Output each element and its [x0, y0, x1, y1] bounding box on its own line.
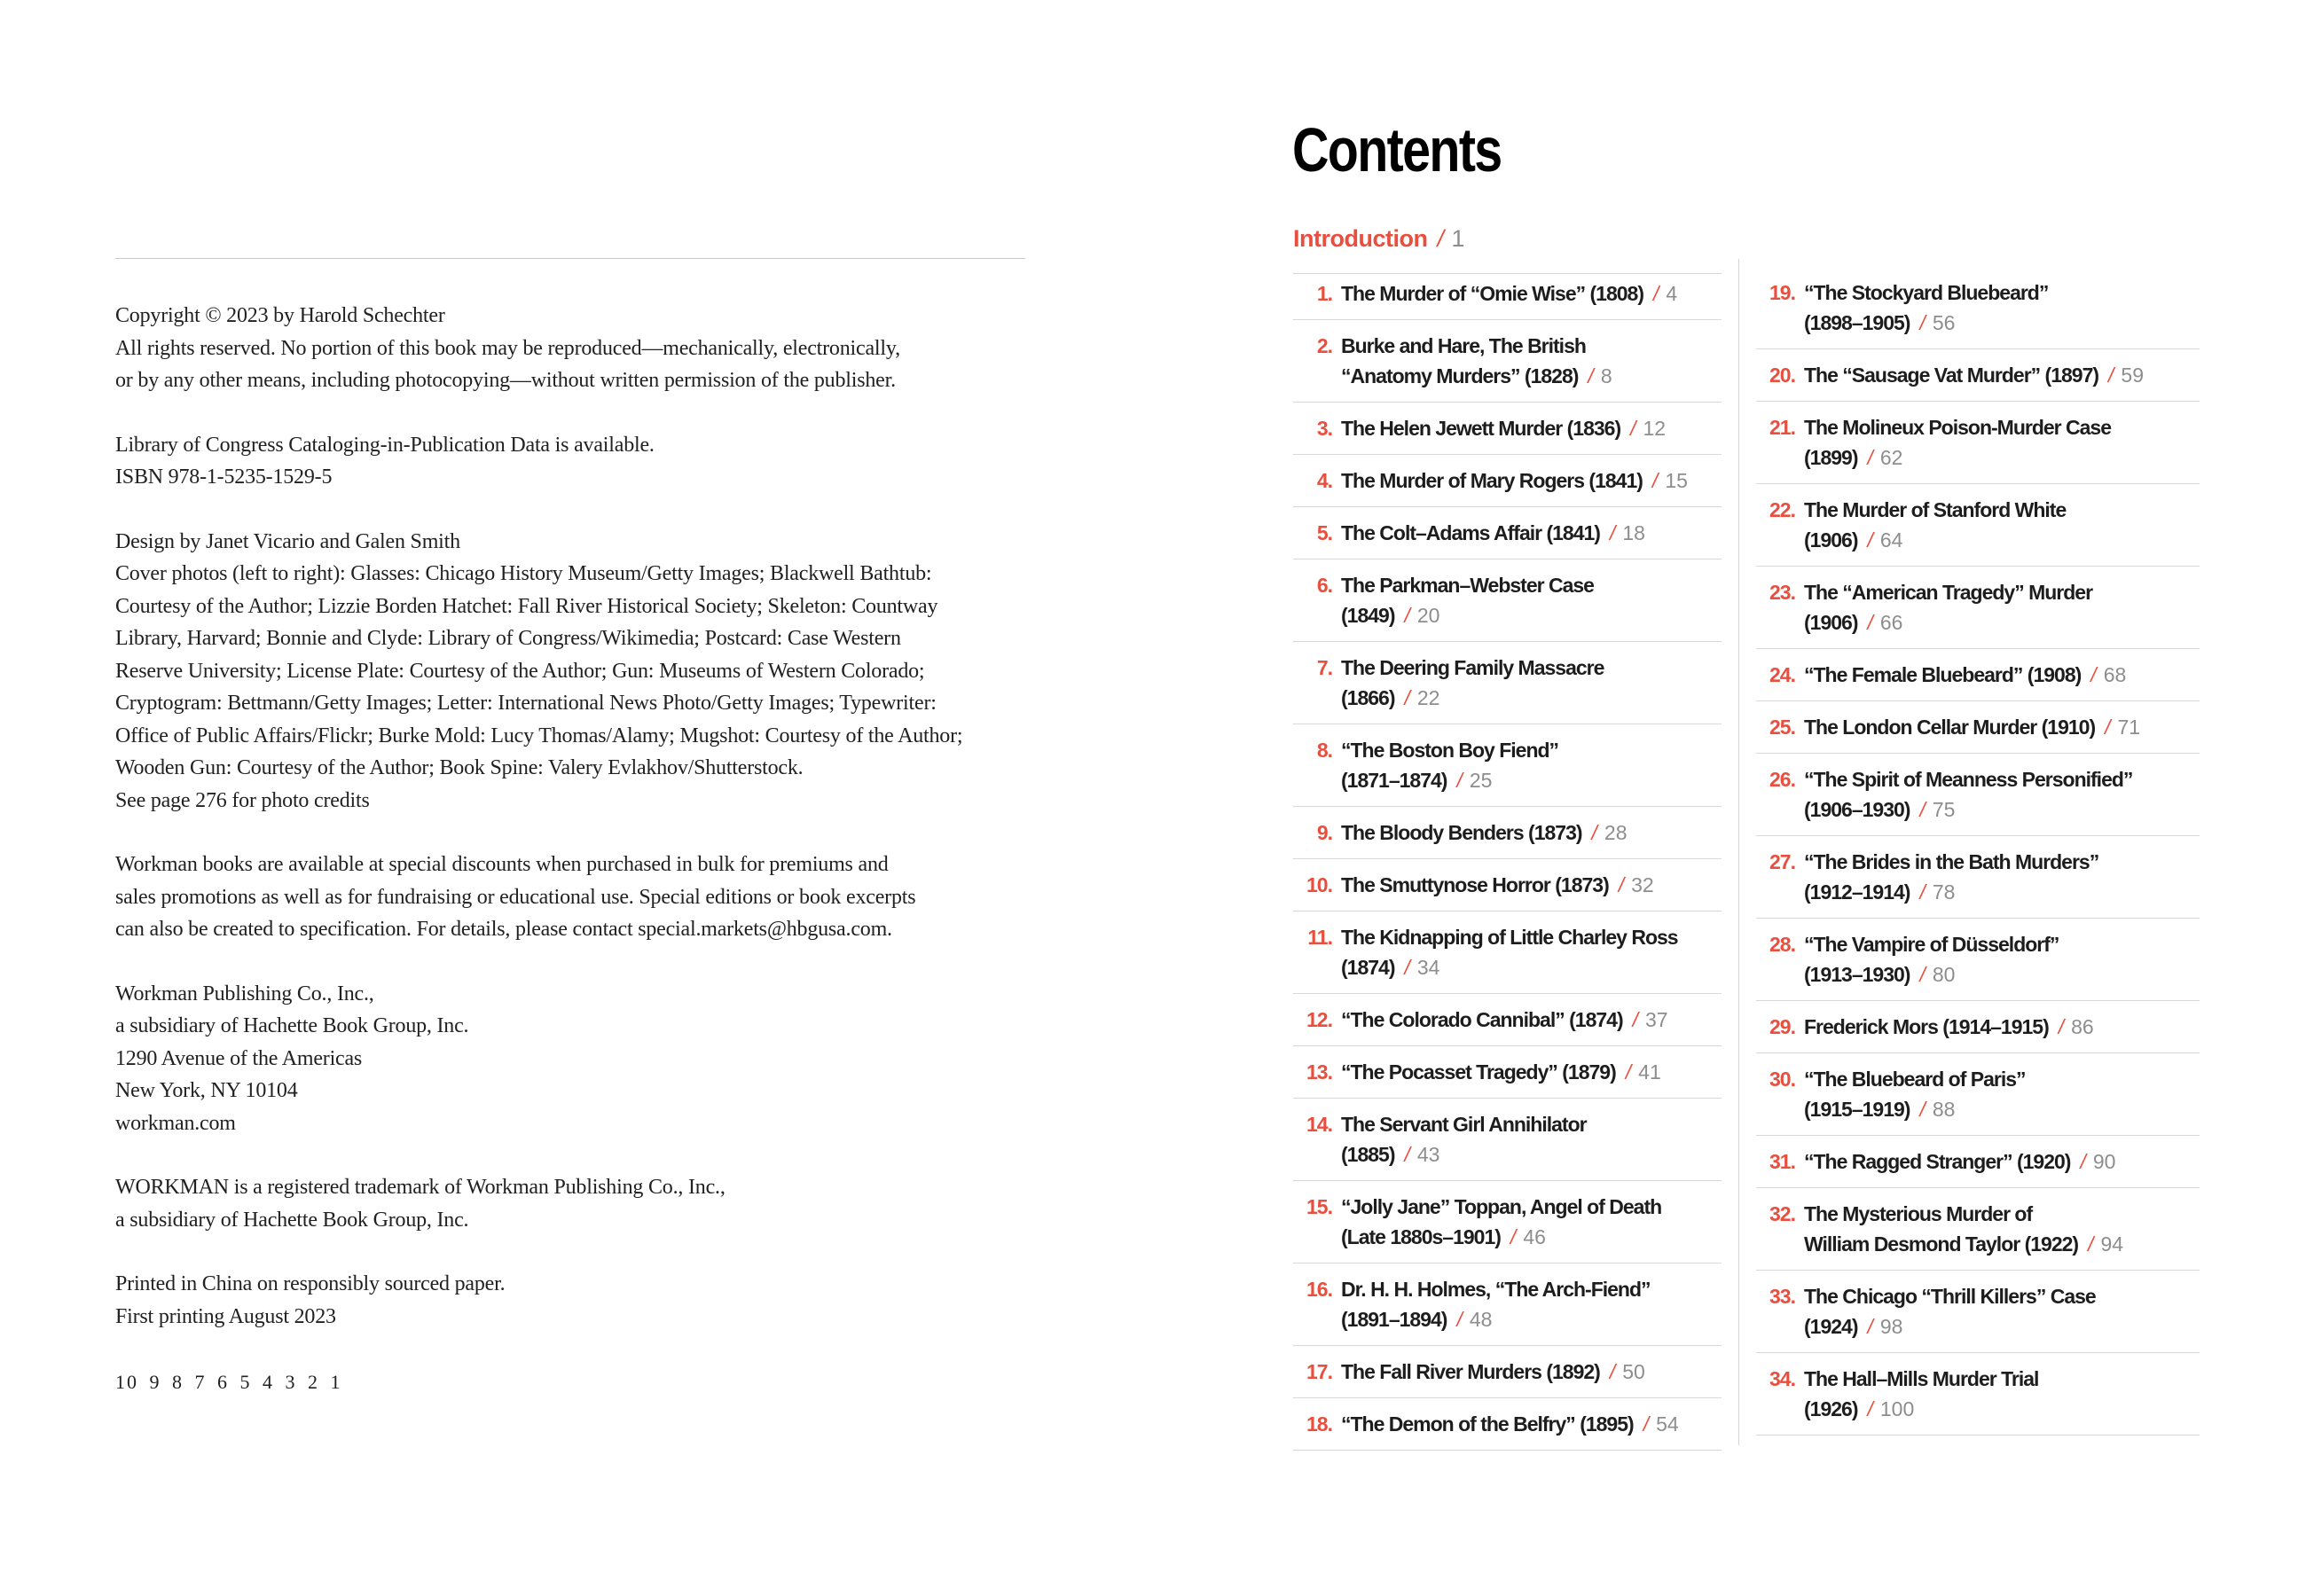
toc-introduction-label: Introduction [1293, 225, 1428, 252]
toc-entry [1756, 1188, 2200, 1271]
slash-separator: / [1625, 1060, 1631, 1084]
toc-entry-page: 71 [2117, 716, 2141, 739]
horizontal-rule [115, 258, 1025, 259]
slash-separator: / [2080, 1150, 2085, 1173]
toc-entry-number: 14. [1306, 1113, 1332, 1136]
toc-entry [1293, 1046, 1722, 1099]
toc-entry [1293, 859, 1722, 911]
toc-entry-title: The Murder of Mary Rogers (1841) / 15 [1341, 469, 1688, 492]
toc-entry-number: 19. [1769, 281, 1795, 304]
toc-entry-page: 98 [1879, 1315, 1903, 1338]
toc-entry-number: 34. [1769, 1367, 1795, 1390]
toc-entry-title: “The Stockyard Bluebeard” (1898–1905) / 56 [1804, 281, 2049, 334]
toc-entry-page: 59 [2121, 364, 2144, 387]
toc-entry [1756, 402, 2200, 484]
toc-entry-page: 4 [1666, 282, 1678, 305]
toc-entry-number: 22. [1769, 498, 1795, 521]
colophon-paragraph: Design by Janet Vicario and Galen Smith Cover photos (left to right): Glasses: Chicago History Museum/Getty Images; Blackwell Bathtub: Courtesy of the Author; Lizzie Borden Hatchet: Fall River Historical Society; Skeleton: Countway Library, Harvard; Bonnie and Clyde: Library of Congress/Wikimedia; Postcard: Case Western Reserve University; License Plate: Courtesy of the Author; Gun: Museums of Western Colorado; Cryptogram: Bettmann/Getty Images; Letter: International News Photo/Getty Images; Typewriter: Office of Public Affairs/Flickr; Burke Mold: Lucy Thomas/Alamy; Mugshot: Courtesy of the Author; Wooden Gun: Courtesy of the Author; Book Spine: Valery Evlakhov/Shutterstock. See page 276 for photo credits [115, 529, 963, 812]
toc-entry-number: 24. [1769, 663, 1795, 686]
toc-entry-page: 94 [2100, 1232, 2124, 1256]
toc-entry-title: “The Spirit of Meanness Personified” (1906–1930) / 75 [1804, 768, 2133, 821]
toc-entry-number: 29. [1769, 1015, 1795, 1038]
slash-separator: / [1919, 1098, 1925, 1121]
toc-entry-title: “The Vampire of Düsseldorf” (1913–1930) / 80 [1804, 933, 2059, 986]
colophon-paragraph: Workman books are available at special discounts when purchased in bulk for premiums and sales promotions as well as for fundraising or educational use. Special editions or book excerpts can also be created to specification. For details, please contact special.markets@hbgusa.com. [115, 853, 916, 941]
slash-separator: / [1510, 1225, 1516, 1248]
slash-separator: / [1404, 956, 1409, 979]
toc-entry-page: 25 [1469, 769, 1493, 792]
slash-separator: / [1456, 769, 1462, 792]
toc-entry [1293, 403, 1722, 455]
toc-entry-number: 12. [1306, 1008, 1332, 1031]
toc-entry-number: 7. [1316, 656, 1332, 679]
slash-separator: / [1867, 611, 1872, 634]
slash-separator: / [2058, 1015, 2064, 1038]
toc-entry-page: 80 [1932, 963, 1956, 986]
slash-separator: / [1919, 311, 1925, 334]
toc-entry-title: The Kidnapping of Little Charley Ross (1874) / 34 [1341, 926, 1678, 979]
toc-entry [1756, 273, 2200, 349]
toc-entry-title: Frederick Mors (1914–1915) / 86 [1804, 1015, 2094, 1038]
toc-entry [1293, 911, 1722, 994]
slash-separator: / [1588, 364, 1593, 387]
slash-separator: / [2105, 716, 2110, 739]
toc-entry-title: The Molineux Poison-Murder Case (1899) / 62 [1804, 416, 2111, 469]
toc-entry-page: 32 [1631, 873, 1654, 896]
toc-entry [1756, 1353, 2200, 1436]
toc-entry-page: 18 [1622, 521, 1645, 544]
toc-entry-page: 54 [1656, 1412, 1679, 1436]
toc-entry [1293, 320, 1722, 403]
colophon-paragraph: WORKMAN is a registered trademark of Workman Publishing Co., Inc., a subsidiary of Hachette Book Group, Inc. [115, 1176, 726, 1232]
toc-entry-page: 22 [1416, 686, 1440, 709]
toc-entry-page: 8 [1600, 364, 1612, 387]
toc-entry [1293, 807, 1722, 859]
toc-entry [1293, 455, 1722, 507]
toc-entry-number: 1. [1316, 282, 1332, 305]
toc-entry-page: 41 [1638, 1060, 1661, 1084]
toc-entry [1756, 349, 2200, 402]
toc-entry-number: 23. [1769, 581, 1795, 604]
slash-separator: / [1919, 963, 1925, 986]
toc-entry-page: 100 [1879, 1397, 1915, 1420]
toc-entry [1756, 1001, 2200, 1053]
slash-separator: / [1653, 282, 1659, 305]
toc-entry-number: 9. [1316, 821, 1332, 844]
toc-entry-title: The Bloody Benders (1873) / 28 [1341, 821, 1628, 844]
toc-entry [1293, 994, 1722, 1046]
slash-separator: / [1404, 604, 1409, 627]
toc-entry-title: The Servant Girl Annihilator (1885) / 43 [1341, 1113, 1587, 1166]
toc-entry-title: The Helen Jewett Murder (1836) / 12 [1341, 417, 1667, 440]
slash-separator: / [1919, 880, 1925, 904]
slash-separator: / [1404, 1143, 1409, 1166]
toc-entry-page: 90 [2092, 1150, 2116, 1173]
toc-entry-number: 28. [1769, 933, 1795, 956]
toc-entry-title: “The Boston Boy Fiend” (1871–1874) / 25 [1341, 739, 1559, 792]
toc-entry-page: 15 [1665, 469, 1688, 492]
toc-entry [1756, 1136, 2200, 1188]
slash-separator: / [1651, 469, 1658, 492]
toc-entry-page: 28 [1604, 821, 1628, 844]
toc-entry-title: “The Pocasset Tragedy” (1879) / 41 [1341, 1060, 1661, 1084]
toc-entry [1293, 1264, 1722, 1346]
toc-entry-title: “The Female Bluebeard” (1908) / 68 [1804, 663, 2127, 686]
toc-introduction-page: 1 [1451, 225, 1465, 252]
page-title: Contents [1292, 115, 1502, 184]
toc-entry-number: 33. [1769, 1285, 1795, 1308]
toc-entry-number: 10. [1306, 873, 1332, 896]
slash-separator: / [1437, 225, 1444, 252]
slash-separator: / [1618, 873, 1624, 896]
toc-entry [1293, 1346, 1722, 1398]
toc-entry-page: 64 [1879, 528, 1903, 552]
toc-entry-page: 66 [1879, 611, 1903, 634]
toc-entry-number: 4. [1316, 469, 1332, 492]
toc-entry [1756, 919, 2200, 1001]
toc-entry-number: 15. [1306, 1195, 1332, 1218]
toc-entry-page: 88 [1932, 1098, 1956, 1121]
toc-introduction-row [1293, 223, 1465, 254]
slash-separator: / [1456, 1308, 1462, 1331]
toc-entry-title: “The Bluebeard of Paris” (1915–1919) / 88 [1804, 1068, 2026, 1121]
slash-separator: / [1404, 686, 1409, 709]
toc-entry [1756, 1053, 2200, 1136]
toc-entry [1293, 507, 1722, 559]
toc-entry-number: 5. [1316, 521, 1332, 544]
toc-entry [1293, 559, 1722, 642]
toc-entry-title: The Hall–Mills Murder Trial (1926) / 100 [1804, 1367, 2039, 1420]
toc-entry-number: 21. [1769, 416, 1795, 439]
toc-entry-page: 48 [1469, 1308, 1493, 1331]
toc-entry-page: 56 [1932, 311, 1956, 334]
slash-separator: / [1591, 821, 1596, 844]
colophon-paragraph: Workman Publishing Co., Inc., a subsidiary of Hachette Book Group, Inc. 1290 Avenue of the Americas New York, NY 10104 workman.com [115, 982, 469, 1135]
toc-entry [1293, 724, 1722, 807]
slash-separator: / [1609, 521, 1615, 544]
toc-column-left [1293, 273, 1722, 1451]
slash-separator: / [2108, 364, 2114, 387]
toc-entry-page: 62 [1879, 446, 1903, 469]
toc-entry-title: “The Demon of the Belfry” (1895) / 54 [1341, 1412, 1679, 1436]
toc-entry [1293, 274, 1722, 320]
toc-entry-number: 3. [1316, 417, 1332, 440]
toc-entry [1756, 649, 2200, 701]
toc-entry-page: 12 [1643, 417, 1667, 440]
slash-separator: / [1609, 1360, 1615, 1383]
toc-entry-page: 34 [1416, 956, 1440, 979]
toc-entry-number: 30. [1769, 1068, 1795, 1091]
toc-entry-title: “The Brides in the Bath Murders” (1912–1914) / 78 [1804, 850, 2099, 904]
colophon-paragraph: Printed in China on responsibly sourced paper. First printing August 2023 [115, 1272, 506, 1328]
toc-entry-title: The Deering Family Massacre (1866) / 22 [1341, 656, 1604, 709]
slash-separator: / [1632, 1008, 1637, 1031]
toc-entry-number: 27. [1769, 850, 1795, 873]
toc-entry-number: 25. [1769, 716, 1795, 739]
toc-entry-title: The London Cellar Murder (1910) / 71 [1804, 716, 2141, 739]
toc-entry [1756, 701, 2200, 754]
toc-entry-title: The Fall River Murders (1892) / 50 [1341, 1360, 1645, 1383]
toc-entry [1756, 567, 2200, 649]
slash-separator: / [1867, 1315, 1872, 1338]
toc-entry-title: The Colt–Adams Affair (1841) / 18 [1341, 521, 1645, 544]
toc-entry-title: The Murder of “Omie Wise” (1808) / 4 [1341, 282, 1678, 305]
colophon-paragraph: Library of Congress Cataloging-in-Publication Data is available. ISBN 978-1-5235-1529-5 [115, 433, 655, 489]
toc-entry [1756, 1271, 2200, 1353]
toc-entry-title: The Parkman–Webster Case (1849) / 20 [1341, 574, 1594, 627]
toc-entry-title: The Mysterious Murder of William Desmond Taylor (1922) / 94 [1804, 1202, 2124, 1256]
toc-entry-number: 32. [1769, 1202, 1795, 1225]
colophon-paragraph: 10 9 8 7 6 5 4 3 2 1 [115, 1371, 342, 1393]
toc-entry-number: 18. [1306, 1412, 1332, 1436]
toc-entry-title: The Murder of Stanford White (1906) / 64 [1804, 498, 2067, 552]
toc-entry-number: 6. [1316, 574, 1332, 597]
toc-entry [1756, 754, 2200, 836]
slash-separator: / [1630, 417, 1635, 440]
toc-entry-number: 20. [1769, 364, 1795, 387]
toc-entry-number: 11. [1307, 926, 1332, 949]
toc-entry-title: The Smuttynose Horror (1873) / 32 [1341, 873, 1654, 896]
toc-entry-page: 37 [1645, 1008, 1668, 1031]
toc-entry-page: 43 [1416, 1143, 1440, 1166]
toc-entry [1293, 642, 1722, 724]
toc-entry-number: 13. [1306, 1060, 1332, 1084]
toc-entry-title: The “American Tragedy” Murder (1906) / 66 [1804, 581, 2093, 634]
toc-entry-page: 75 [1932, 798, 1956, 821]
slash-separator: / [1867, 446, 1872, 469]
toc-entry-number: 31. [1769, 1150, 1795, 1173]
toc-entry-page: 50 [1622, 1360, 1645, 1383]
toc-column-right [1756, 273, 2200, 1436]
column-divider [1738, 259, 1739, 1445]
toc-entry-number: 8. [1316, 739, 1332, 762]
toc-entry-title: The “Sausage Vat Murder” (1897) / 59 [1804, 364, 2144, 387]
toc-entry [1293, 1099, 1722, 1181]
toc-entry-number: 16. [1306, 1278, 1332, 1301]
toc-entry-number: 2. [1316, 334, 1332, 357]
toc-entry [1293, 1181, 1722, 1264]
colophon [115, 300, 1091, 1399]
slash-separator: / [1643, 1412, 1649, 1436]
slash-separator: / [2090, 663, 2096, 686]
toc-entry-title: The Chicago “Thrill Killers” Case (1924) / 98 [1804, 1285, 2096, 1338]
toc-entry-title: “Jolly Jane” Toppan, Angel of Death (Late 1880s–1901) / 46 [1341, 1195, 1662, 1248]
toc-entry-page: 86 [2071, 1015, 2094, 1038]
toc-entry [1756, 836, 2200, 919]
toc-entry-page: 68 [2103, 663, 2127, 686]
toc-entry-title: “The Ragged Stranger” (1920) / 90 [1804, 1150, 2116, 1173]
toc-entry-title: Burke and Hare, The British “Anatomy Murders” (1828) / 8 [1341, 334, 1612, 387]
slash-separator: / [2088, 1232, 2093, 1256]
toc-entry-page: 46 [1523, 1225, 1546, 1248]
toc-entry-page: 78 [1932, 880, 1956, 904]
slash-separator: / [1867, 1397, 1872, 1420]
toc-entry-number: 17. [1306, 1360, 1332, 1383]
slash-separator: / [1919, 798, 1925, 821]
toc-entry-title: “The Colorado Cannibal” (1874) / 37 [1341, 1008, 1668, 1031]
toc-entry-number: 26. [1769, 768, 1795, 791]
slash-separator: / [1867, 528, 1872, 552]
toc-entry-title: Dr. H. H. Holmes, “The Arch-Fiend” (1891–1894) / 48 [1341, 1278, 1651, 1331]
toc-entry-page: 20 [1416, 604, 1440, 627]
toc-entry [1293, 1398, 1722, 1451]
colophon-paragraph: Copyright © 2023 by Harold Schechter All rights reserved. No portion of this book may be reproduced—mechanically, electronically, or by any other means, including photocopying—without written permission of the publisher. [115, 304, 900, 392]
toc-entry [1756, 484, 2200, 567]
